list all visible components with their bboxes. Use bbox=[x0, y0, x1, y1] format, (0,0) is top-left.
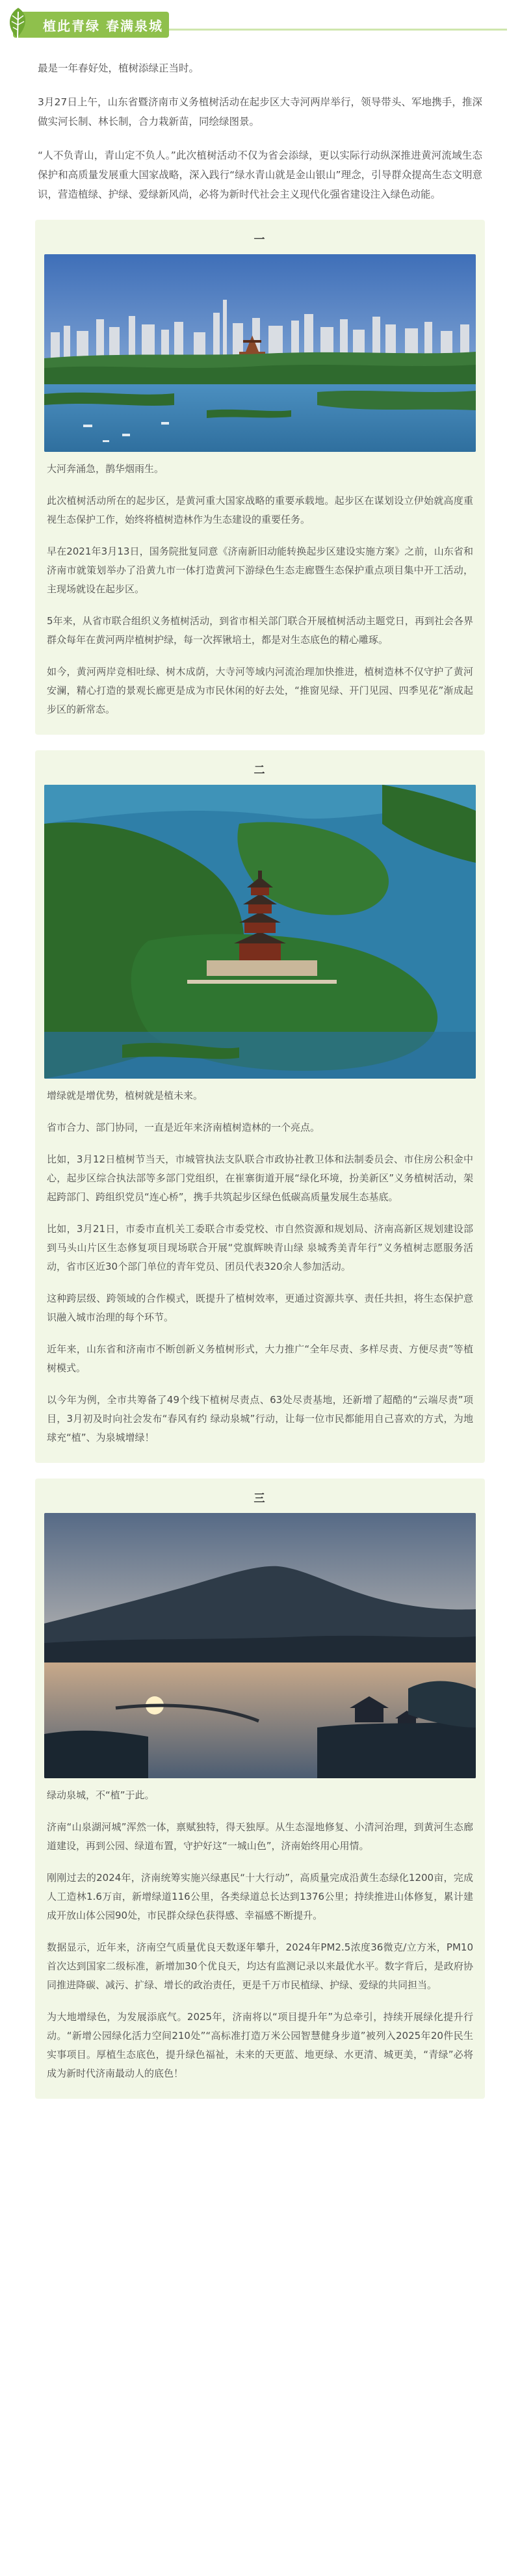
intro-paragraph: 最是一年春好处，植树添绿正当时。 bbox=[38, 62, 200, 74]
photo-city-lake bbox=[44, 254, 476, 452]
header-divider bbox=[169, 29, 507, 31]
section-two bbox=[35, 750, 485, 1463]
section-paragraph: 以今年为例，全市共筹备了49个线下植树尽责点、63处尽责基地，还新增了超酷的“云端尽责”项目，3月初及时向社会发布“春风有约 绿动泉城”行动，让每一位市民都能用自己喜欢的方式，为地球充“植”、为泉城增绿！ bbox=[47, 1394, 473, 1443]
section-paragraph: 绿动泉城，不“植”于此。 bbox=[47, 1789, 155, 1801]
article-page bbox=[0, 4, 520, 2113]
section-paragraph: 5年来，从省市联合组织义务植树活动，到省市相关部门联合开展植树活动主题党日，再到社会各界群众每年在黄河两岸植树护绿，每一次挥锹培土，都是对生态底色的精心雕琢。 bbox=[47, 615, 473, 646]
section-paragraph: 济南“山泉湖河城”浑然一体，禀赋独特，得天独厚。从生态湿地修复、小清河治理，到黄河生态廊道建设，再到公园、绿道布置，守护好这“一城山色”，济南始终用心用情。 bbox=[47, 1821, 473, 1852]
section-paragraph: 省市合力、部门协同，一直是近年来济南植树造林的一个亮点。 bbox=[47, 1122, 320, 1133]
section-paragraph: 大河奔涌急，鹊华烟雨生。 bbox=[47, 463, 164, 475]
header-tag-text: 植此青绿 春满泉城 bbox=[43, 18, 163, 34]
section-paragraph: 早在2021年3月13日，国务院批复同意《济南新旧动能转换起步区建设实施方案》之前，山东省和济南市就策划举办了沿黄九市一体打造黄河下游绿色生态走廊暨生态保护重点项目集中开工活动，主现场就设在起步区。 bbox=[47, 545, 473, 595]
section-paragraph: 为大地增绿色，为发展添底气。2025年，济南将以“项目提升年”为总牵引，持续开展绿化提升行动。“新增公园绿化活力空间210处”“高标准打造万米公园智慧健身步道”被列入2025年20件民生实事项目。厚植生态底色，提升绿色福祉，未来的天更蓝、地更绿、水更清、城更美，“青绿”必将成为新时代济南最动人的底色！ bbox=[47, 2011, 473, 2079]
section-paragraph: 这种跨层级、跨领域的合作模式，既提升了植树效率，更通过资源共享、责任共担，将生态保护意识融入城市治理的每个环节。 bbox=[47, 1293, 473, 1323]
section-title: 三 bbox=[254, 1492, 266, 1505]
header-banner bbox=[4, 4, 520, 49]
intro-paragraph: “人不负青山，青山定不负人。”此次植树活动不仅为省会添绿，更以实际行动纵深推进黄河流域生态保护和高质量发展重大国家战略，深入践行“绿水青山就是金山银山”理念，引导群众提高生态文明意识，营造植绿、护绿、爱绿新风尚，必将为新时代社会主义现代化强省建设注入绿色动能。 bbox=[38, 150, 482, 200]
section-paragraph: 比如，3月21日，市委市直机关工委联合市委党校、市自然资源和规划局、济南高新区规划建设部到马头山片区生态修复项目现场联合开展“党旗辉映青山绿 泉城秀美青年行”义务植树志愿服务活动，省市区近30个部门单位的青年党员、团员代表320余人参加活动。 bbox=[47, 1223, 473, 1272]
section-paragraph: 此次植树活动所在的起步区，是黄河重大国家战略的重要承载地。起步区在谋划设立伊始就高度重视生态保护工作，始终将植树造林作为生态建设的重要任务。 bbox=[47, 495, 473, 525]
header-tag bbox=[13, 12, 169, 38]
section-title: 一 bbox=[254, 233, 266, 246]
section-paragraph: 增绿就是增优势，植树就是植未来。 bbox=[47, 1090, 203, 1101]
section-paragraph: 比如，3月12日植树节当天，市城管执法支队联合市政协社教卫体和法制委员会、市住房公积金中心，起步区综合执法部等多部门党组织，在崔寨街道开展“绿化环境，扮美新区”义务植树活动，架起跨部门、跨组织党员“连心桥”，携手共筑起步区绿色低碳高质量发展生态基底。 bbox=[47, 1153, 473, 1203]
section-one bbox=[35, 220, 485, 735]
section-paragraph: 数据显示，近年来，济南空气质量优良天数逐年攀升，2024年PM2.5浓度36微克/立方米，PM10首次达到国家二级标准，新增加30个优良天，均达有监测记录以来最优水平。数字背后，是政府协同推进降碳、减污、扩绿、增长的政治责任，更是千万市民植绿、护绿、爱绿的共同担当。 bbox=[47, 1941, 473, 1991]
photo-mountain-sunset bbox=[44, 1513, 476, 1778]
intro-paragraph: 3月27日上午，山东省暨济南市义务植树活动在起步区大寺河两岸举行，领导带头、军地携手，推深做实河长制、林长制，合力栽新苗，同绘绿图景。 bbox=[38, 96, 482, 127]
section-paragraph: 刚刚过去的2024年，济南统筹实施兴绿惠民“十大行动”，高质量完成沿黄生态绿化1200亩，完成人工造林1.6万亩，新增绿道116公里，各类绿道总长达到1376公里；持续推进山体修复，累计建成开放山体公园90处，市民群众绿色获得感、幸福感不断提升。 bbox=[47, 1872, 473, 1921]
intro-block bbox=[0, 49, 520, 204]
section-title: 二 bbox=[254, 764, 266, 777]
section-paragraph: 近年来，山东省和济南市不断创新义务植树形式，大力推广“全年尽责、多样尽责、方便尽责”等植树模式。 bbox=[47, 1343, 473, 1374]
leaf-icon bbox=[4, 5, 32, 42]
photo-pavilion-lake bbox=[44, 785, 476, 1079]
section-three bbox=[35, 1479, 485, 2099]
section-paragraph: 如今，黄河两岸竞相吐绿、树木成荫，大寺河等域内河流治理加快推进，植树造林不仅守护了黄河安澜，精心打造的景观长廊更是成为市民休闲的好去处，“推窗见绿、开门见园、四季见花”渐成起步区的新常态。 bbox=[47, 666, 473, 715]
